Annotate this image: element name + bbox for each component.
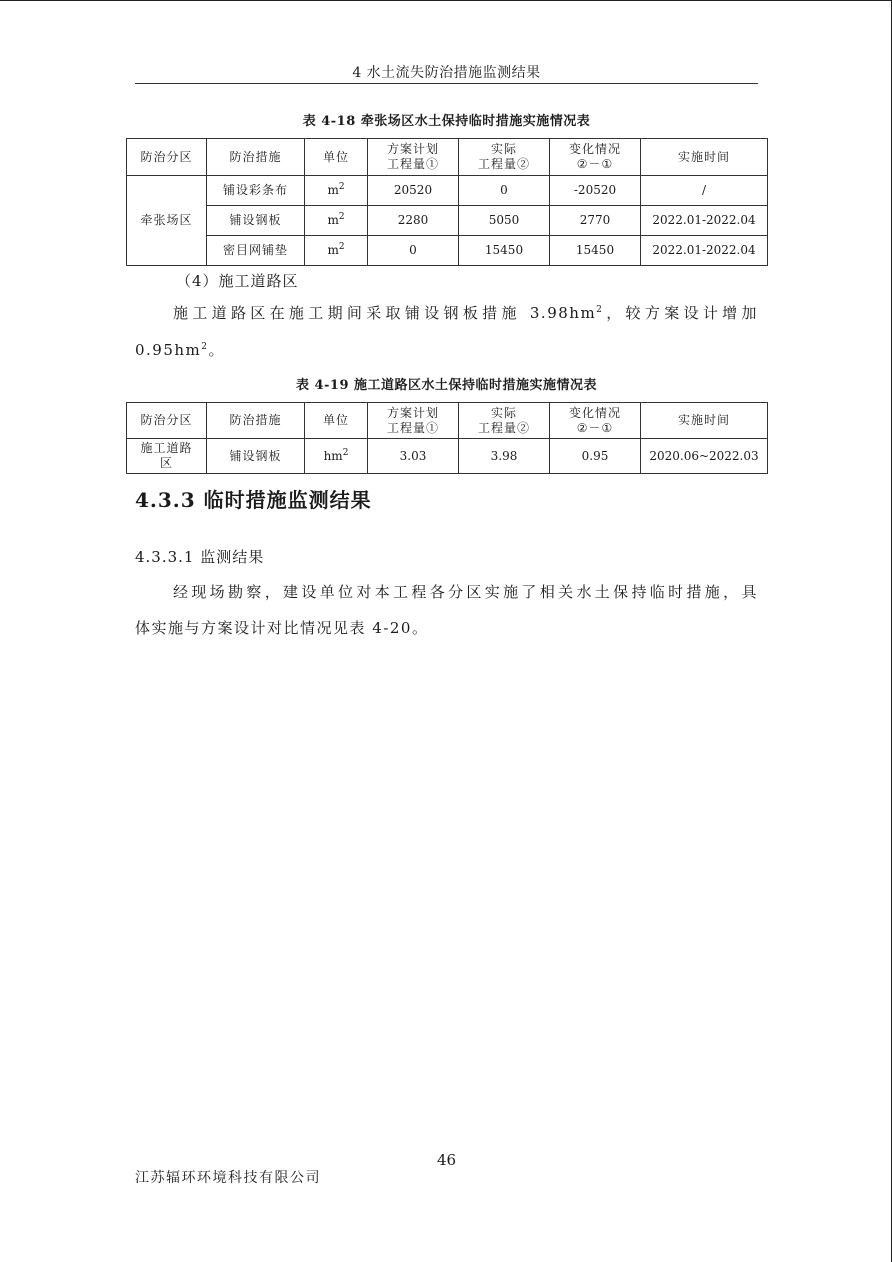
cell-change: 2770 [550,206,641,236]
header-actual-line1: 实际 [490,405,517,420]
para-road-text2: 0.95hm [135,341,202,359]
cell-actual: 0 [459,176,550,206]
running-header: 4 水土流失防治措施监测结果 [352,65,541,81]
table-4-18-caption: 表 4-18 牵张场区水土保持临时措施实施情况表 [302,114,591,129]
cell-measure: 铺设钢板 [207,439,305,474]
cell-actual: 3.98 [459,439,550,474]
header-change-line2: ②－① [576,420,614,435]
para-road-sup2: 2 [201,342,209,352]
header-actual-line2: 工程量② [477,420,530,435]
cell-measure: 密目网铺垫 [207,236,305,266]
unit-sup: 2 [338,212,345,222]
table-row [127,176,768,206]
subsection-4331-heading: 4.3.3.1 监测结果 [135,548,265,566]
cell-time: 2022.01-2022.04 [641,236,768,266]
unit-sup: 2 [338,182,345,192]
header-change-line1: 变化情况 [568,405,621,420]
unit-sup: 2 [342,447,349,458]
header-unit: 单位 [305,403,368,439]
header-actual-line2: 工程量② [477,157,530,171]
cell-plan: 3.03 [368,439,459,474]
header-unit: 单位 [305,139,368,176]
footer-company: 江苏辐环环境科技有限公司 [135,1170,321,1186]
cell-plan: 20520 [368,176,459,206]
page-frame-top [0,0,892,1]
para-road-text1-end: ，较方案设计增加 [603,304,758,322]
para-road-text1: 施工道路区在施工期间采取铺设钢板措施 3.98hm [173,304,597,322]
header-change-line2: ②－① [576,157,614,171]
subsection-4-heading: （4）施工道路区 [176,272,299,290]
unit-base: m [327,243,339,257]
cell-actual: 5050 [459,206,550,236]
table-4-18 [126,138,768,266]
cell-unit [305,439,368,474]
header-actual [459,403,550,439]
cell-change: 0.95 [550,439,641,474]
table-4-19-caption: 表 4-19 施工道路区水土保持临时措施实施情况表 [295,378,598,393]
table-row [127,236,768,266]
unit-base: m [327,183,339,197]
header-rule [135,83,758,84]
unit-base: hm [323,448,343,463]
para-road-line1 [135,298,758,328]
table-4-19 [126,402,768,474]
cell-plan: 0 [368,236,459,266]
para-result-line1: 经现场勘察，建设单位对本工程各分区实施了相关水土保持临时措施，具 [173,583,758,601]
cell-unit [305,236,368,266]
table-header-row [127,139,768,176]
header-measure: 防治措施 [207,403,305,439]
para-road-sup1: 2 [596,305,604,315]
page-number: 46 [436,1151,457,1169]
cell-time: / [641,176,768,206]
cell-time: 2022.01-2022.04 [641,206,768,236]
cell-change: -20520 [550,176,641,206]
cell-measure: 铺设彩条布 [207,176,305,206]
unit-base: m [327,213,339,227]
cell-change: 15450 [550,236,641,266]
para-result-line2: 体实施与方案设计对比情况见表 4-20。 [135,619,429,637]
header-time: 实施时间 [641,139,768,176]
cell-time: 2020.06~2022.03 [641,439,768,474]
header-plan [368,403,459,439]
header-zone: 防治分区 [127,139,207,176]
unit-sup: 2 [338,242,345,252]
para-road-text2-end: 。 [208,341,226,359]
header-change [550,403,641,439]
cell-unit [305,206,368,236]
cell-unit [305,176,368,206]
header-actual-line1: 实际 [490,142,517,156]
header-plan-line2: 工程量① [386,420,439,435]
header-actual [459,139,550,176]
header-plan-line1: 方案计划 [386,405,439,420]
header-zone: 防治分区 [127,403,207,439]
table-header-row [127,403,768,439]
para-road-line2 [135,335,758,365]
section-heading: 4.3.3 临时措施监测结果 [135,488,372,512]
header-plan [368,139,459,176]
header-plan-line1: 方案计划 [386,142,439,156]
table-row [127,206,768,236]
header-time: 实施时间 [641,403,768,439]
header-measure: 防治措施 [207,139,305,176]
table-row [127,439,768,474]
cell-actual: 15450 [459,236,550,266]
header-plan-line2: 工程量① [386,157,439,171]
header-change [550,139,641,176]
cell-plan: 2280 [368,206,459,236]
header-change-line1: 变化情况 [568,142,621,156]
cell-zone: 施工道路区 [127,439,207,474]
cell-measure: 铺设钢板 [207,206,305,236]
cell-zone: 牵张场区 [127,176,207,266]
